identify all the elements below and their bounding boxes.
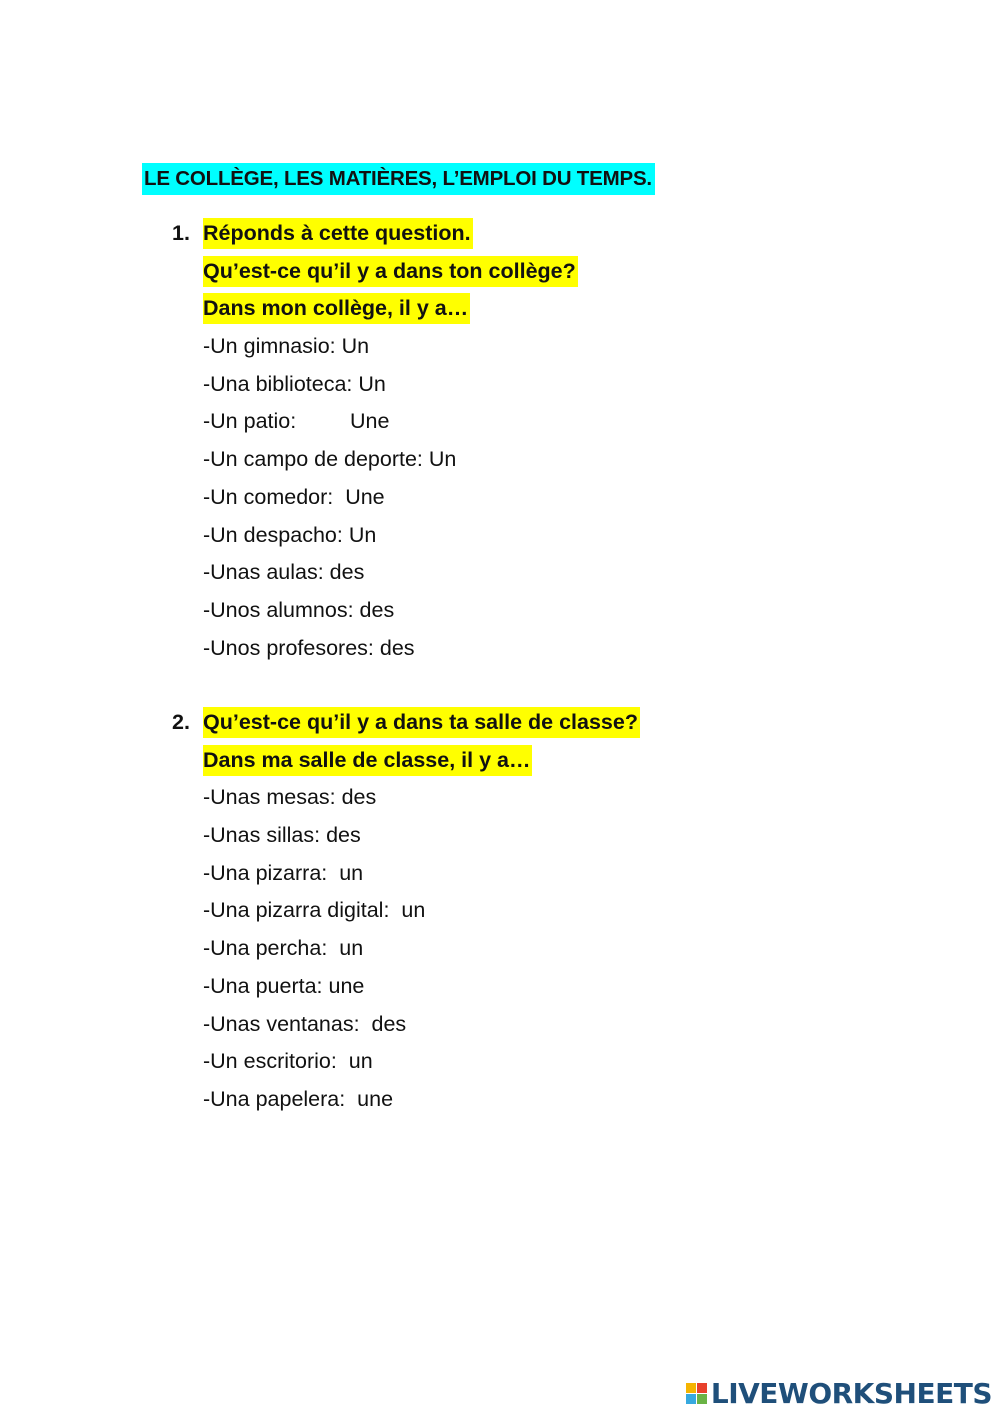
- item-label: -Una pizarra:: [203, 860, 328, 885]
- item-answer: des: [359, 1011, 407, 1036]
- item-answer: un: [336, 1049, 373, 1074]
- item-answer: des: [373, 635, 415, 660]
- item-answer: un: [327, 860, 364, 885]
- question-2-prompt-line: Dans ma salle de classe, il y a…: [203, 745, 532, 776]
- question-2-number: 2.: [172, 710, 190, 734]
- item-answer: un: [327, 936, 364, 961]
- item-label: -Una percha:: [203, 936, 328, 961]
- item-answer: un: [389, 898, 426, 923]
- liveworksheets-logo-icon: [686, 1383, 707, 1404]
- logo-square-blue: [686, 1394, 696, 1404]
- item-label: -Un patio:: [203, 409, 297, 434]
- logo-square-green: [697, 1394, 707, 1404]
- item-label: -Unas ventanas:: [203, 1011, 360, 1036]
- item-label: -Unos alumnos:: [203, 597, 354, 622]
- item-label: -Una puerta:: [203, 973, 323, 998]
- item-label: -Un comedor:: [203, 484, 334, 509]
- item-label: -Unos profesores:: [203, 635, 374, 660]
- item-answer: des: [323, 560, 365, 585]
- logo-square-yellow: [686, 1383, 696, 1393]
- item-label: -Un despacho:: [203, 522, 343, 547]
- page-title: LE COLLÈGE, LES MATIÈRES, L’EMPLOI DU TEMPS.: [142, 163, 655, 195]
- item-answer: Une: [333, 484, 385, 509]
- item-answer: une: [322, 973, 365, 998]
- item-label: -Unas sillas:: [203, 823, 321, 848]
- question-1-prompt-line: Dans mon collège, il y a…: [203, 293, 470, 324]
- item-label: -Unas mesas:: [203, 785, 336, 810]
- logo-square-red: [697, 1383, 707, 1393]
- item-answer: des: [320, 823, 361, 848]
- item-answer: Un: [335, 334, 370, 359]
- brand-name: LIVEWORKSHEETS: [710, 1376, 992, 1410]
- item-label: -Un campo de deporte:: [203, 447, 423, 472]
- item-answer: Un: [342, 522, 377, 547]
- item-answer: Un: [352, 371, 386, 396]
- question-1-prompt-line: Qu’est-ce qu’il y a dans ton collège?: [203, 256, 578, 287]
- item-answer: des: [353, 597, 395, 622]
- question-2-prompt-line: Qu’est-ce qu’il y a dans ta salle de classe?: [203, 707, 640, 738]
- item-label: -Unas aulas:: [203, 560, 324, 585]
- item-label: -Una biblioteca:: [203, 371, 353, 396]
- question-1-number: 1.: [172, 221, 190, 245]
- liveworksheets-footer: [686, 1376, 992, 1410]
- item-answer: Une: [296, 409, 390, 434]
- item-answer: des: [335, 785, 377, 810]
- question-1-prompt-line: Réponds à cette question.: [203, 218, 473, 249]
- item-answer: Un: [422, 447, 457, 472]
- item-label: -Un gimnasio:: [203, 334, 336, 359]
- item-answer: une: [345, 1086, 394, 1111]
- item-label: -Una pizarra digital:: [203, 898, 390, 923]
- item-label: -Una papelera:: [203, 1086, 346, 1111]
- item-label: -Un escritorio:: [203, 1049, 337, 1074]
